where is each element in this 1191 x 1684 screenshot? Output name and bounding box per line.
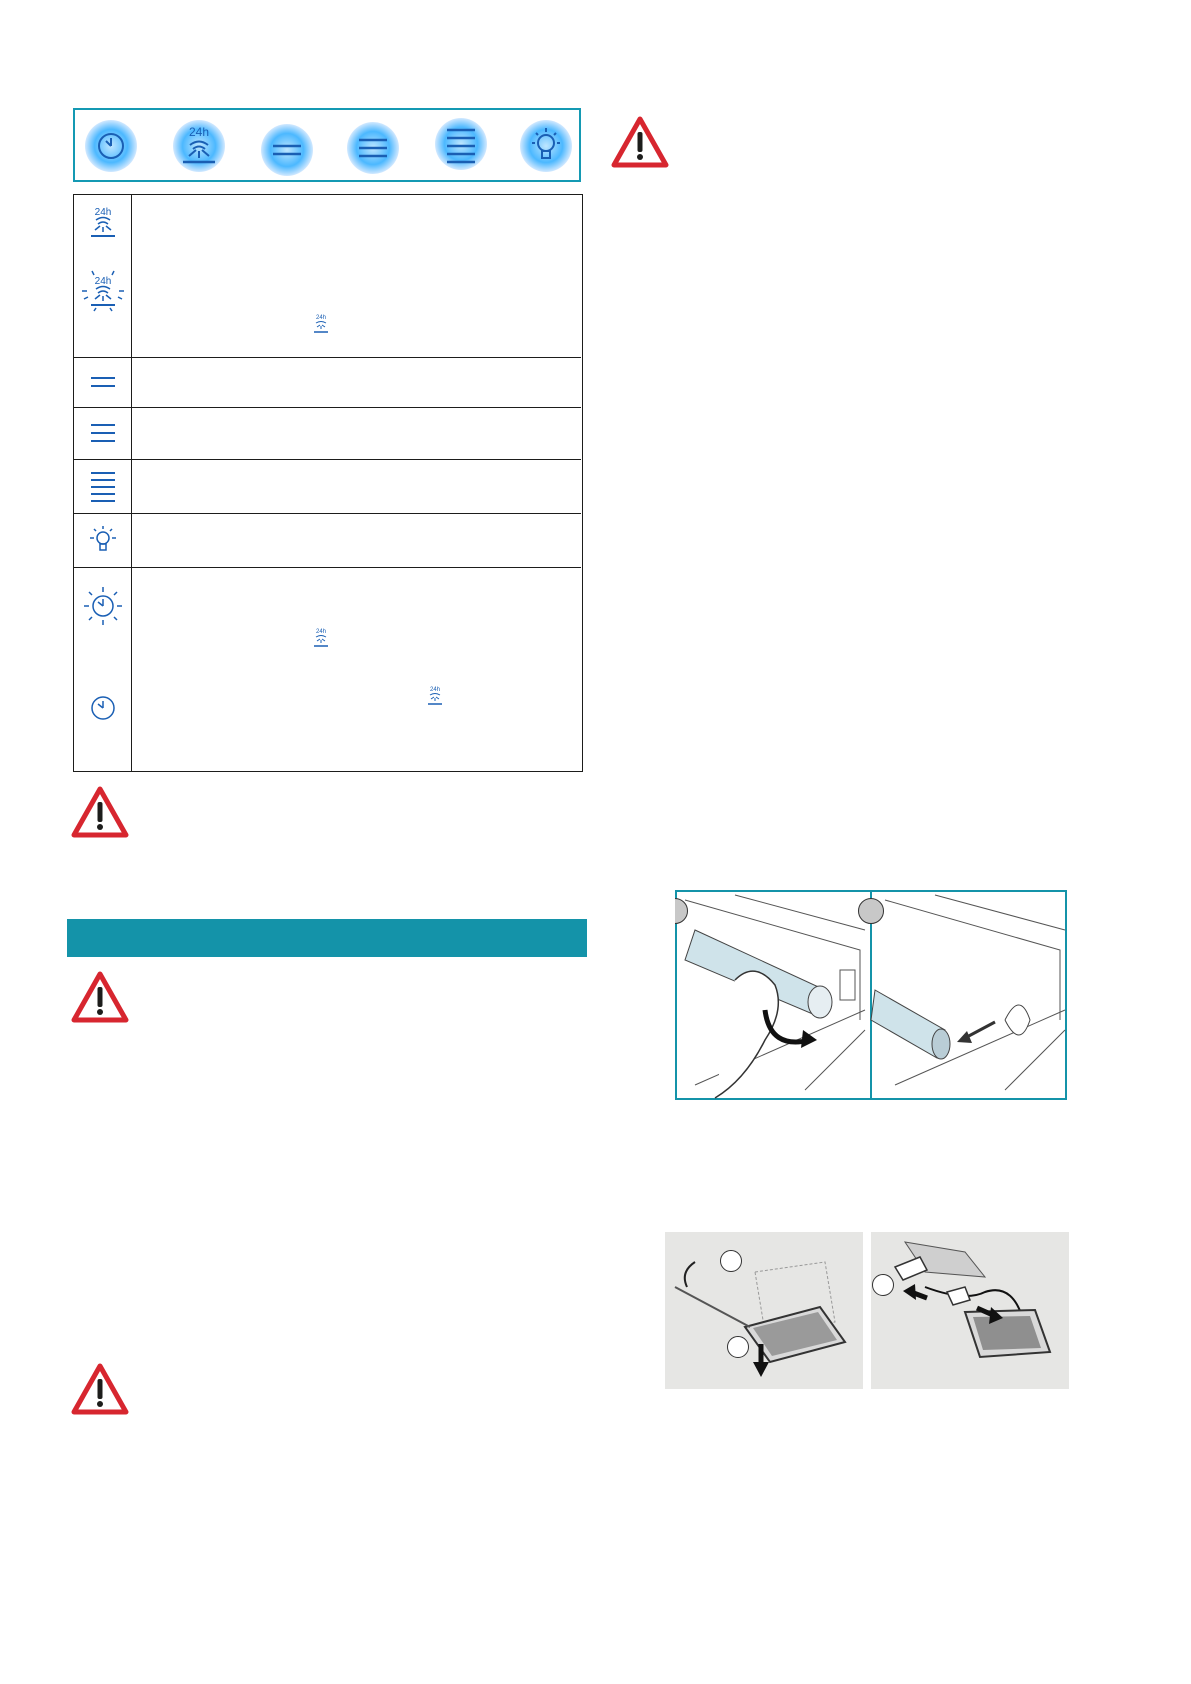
- light-button[interactable]: [520, 120, 572, 172]
- table-row-speed-2: [74, 407, 581, 460]
- speed-3-icon: [88, 469, 118, 503]
- svg-text:24h: 24h: [94, 276, 112, 287]
- filter-24h-small-icon: [426, 685, 444, 707]
- step-number: [872, 1274, 894, 1296]
- warning-icon: [71, 786, 129, 838]
- speed-3-button[interactable]: [435, 118, 487, 170]
- svg-text:24h: 24h: [188, 125, 210, 139]
- filter-24h-blinking-icon: [80, 267, 126, 313]
- lightbulb-icon: [87, 525, 119, 557]
- speed-1-button[interactable]: [261, 124, 313, 176]
- clock-blinking-icon: [82, 585, 124, 627]
- speed-2-icon: [88, 420, 118, 446]
- clock-icon: [90, 695, 116, 721]
- lightbulb-icon: [520, 120, 572, 172]
- filter-24h-button[interactable]: [173, 120, 225, 172]
- light-module-figure: [665, 1232, 1069, 1389]
- table-row-speed-3: [74, 459, 581, 514]
- table-row-filter: [74, 195, 581, 358]
- svg-text:24h: 24h: [315, 629, 327, 635]
- speed-1-icon: [261, 124, 313, 176]
- step-number: [858, 898, 884, 924]
- table-row-timer: [74, 567, 581, 771]
- table-row-light: [74, 513, 581, 568]
- function-table: [73, 194, 583, 772]
- speed-3-icon: [435, 118, 487, 170]
- speed-1-icon: [88, 371, 118, 393]
- step-number: [720, 1250, 742, 1272]
- section-heading-bar: [67, 919, 587, 957]
- timer-button[interactable]: [85, 120, 137, 172]
- filter-24h-icon: [173, 120, 225, 172]
- filter-24h-small-icon: [312, 313, 330, 335]
- svg-text:24h: 24h: [429, 687, 441, 693]
- svg-text:24h: 24h: [94, 207, 112, 218]
- filter-24h-small-icon: [312, 627, 330, 649]
- warning-icon: [71, 1363, 129, 1415]
- table-row-speed-1: [74, 357, 581, 408]
- speed-2-button[interactable]: [347, 122, 399, 174]
- control-panel: [73, 108, 581, 182]
- warning-icon: [611, 116, 669, 168]
- step-number: [727, 1336, 749, 1358]
- filter-24h-icon: [88, 205, 118, 239]
- warning-icon: [71, 971, 129, 1023]
- speed-2-icon: [347, 122, 399, 174]
- svg-text:24h: 24h: [315, 315, 327, 321]
- tube-replacement-figure: [675, 890, 1067, 1100]
- clock-icon: [85, 120, 137, 172]
